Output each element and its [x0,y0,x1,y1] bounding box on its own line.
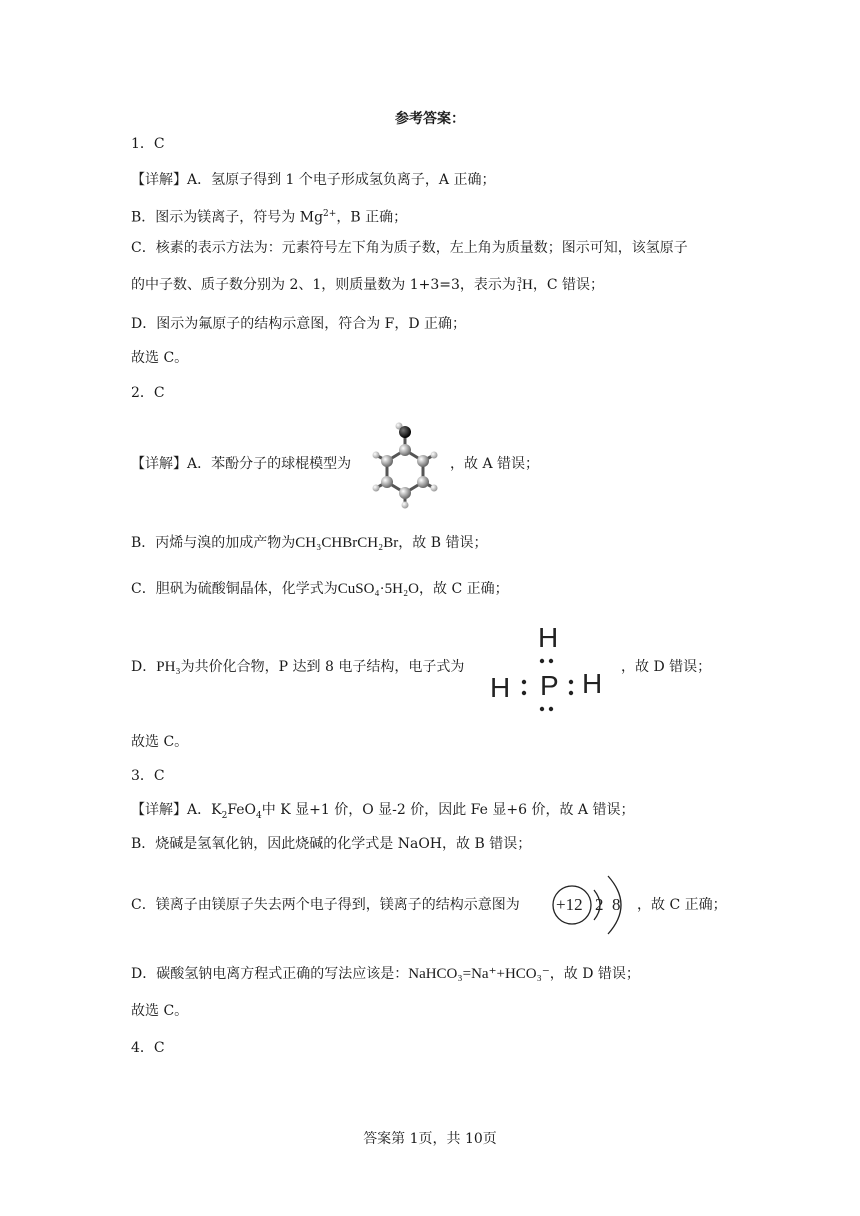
q2-a-pre: 【详解】A．苯酚分子的球棍模型为 [131,456,352,472]
q2-c-pre: C．胆矾为硫酸铜晶体，化学式为 [131,581,338,597]
lewis-h-left: H [490,672,511,703]
q3-d-pre: D．碳酸氢钠电离方程式正确的写法应该是： [131,966,409,982]
lewis-h-right: H [582,668,603,699]
q4-answer-number: 4．C [131,1040,165,1056]
q2-b-pre: B．丙烯与溴的加成产物为 [131,535,296,551]
q3-option-b: B．烧碱是氢氧化钠，因此烧碱的化学式是 NaOH，故 B 错误； [131,836,532,852]
q1-option-a: 【详解】A．氢原子得到 1 个电子形成氢负离子，A 正确； [131,172,496,188]
q1-c-post: ，C 错误； [532,277,605,293]
mg-nucleus-charge: +12 [556,895,583,914]
page-footer: 答案第 1页，共 10页 [363,1131,497,1147]
phenol-ball-stick-model-icon [365,420,445,510]
q1-isotope-proton: 1 [516,284,522,293]
q2-c-post: ，故 C 正确； [419,581,509,597]
page-title: 参考答案： [395,111,465,127]
q2-b-formula: CH₃CHBrCH₂Br [295,535,399,551]
q1-isotope-mass: 3 [516,276,522,285]
q3-a-sub1: 2 [221,810,228,821]
mg-ion-structure-diagram [550,866,630,944]
q1-option-b [131,205,407,227]
q3-option-c [131,896,520,914]
q1-b-pre: B．图示为镁离子，符号为 Mg [131,209,324,226]
lewis-h-top: H [538,622,559,653]
mg-shell-1-count: 2 [595,895,604,914]
q2-option-d [131,658,464,676]
q3-c-pre: C．镁离子由镁原子失去两个电子得到，镁离子的结构示意图为 [131,897,520,913]
mg-shell-2-count: 8 [612,895,621,914]
q2-answer-number: 2．C [131,385,165,401]
q2-a-post: ，故 A 错误； [450,456,540,472]
q2-d-formula: PH₃ [156,659,181,675]
q1-answer-number: 1．C [131,136,165,152]
lewis-p-center: P [540,670,559,701]
q2-option-c [131,580,509,598]
q3-c-post: ，故 C 正确； [637,897,727,913]
q1-isotope-element: H [522,277,533,293]
ph3-electron-dot-formula [488,622,618,714]
q2-d-mid: 为共价化合物，P 达到 8 电子结构，电子式为 [180,659,465,675]
lewis-electron-dots-icon [488,622,618,714]
q3-conclusion: 故选 C。 [131,1003,189,1019]
q3-option-a [131,801,634,825]
q2-d-post: ，故 D 错误； [621,659,712,675]
q1-option-c-line2 [131,276,604,294]
q3-a-post: 中 K 显+1 价，O 显-2 价，因此 Fe 显+6 价，故 A 错误； [261,802,635,818]
q1-b-sup: 2+ [323,209,337,219]
q2-c-formula: CuSO₄·5H₂O [337,581,420,597]
q1-option-c-line1: C．核素的表示方法为：元素符号左下角为质子数，左上角为质量数；图示可知，该氢原子 [131,240,688,256]
q3-option-d [131,965,640,983]
q1-b-post: ，B 正确； [336,209,408,226]
q2-conclusion: 故选 C。 [131,734,189,750]
q3-a-sub2: 4 [256,810,262,821]
q2-d-pre: D． [131,659,157,675]
q3-d-formula: NaHCO₃=Na⁺+HCO₃⁻ [408,966,550,982]
q3-a-mid: FeO [227,802,257,818]
q2-option-b [131,534,487,552]
q1-c-pre: 的中子数、质子数分别为 2、1，则质量数为 1+3=3，表示为 [131,277,516,293]
q3-a-pre: 【详解】A．K [131,802,222,818]
q3-d-post: ，故 D 错误； [549,966,640,982]
q3-answer-number: 3．C [131,768,165,784]
q1-conclusion: 故选 C。 [131,350,189,366]
q2-option-a [131,455,351,473]
q1-option-d: D．图示为氟原子的结构示意图，符合为 F，D 正确； [131,316,467,332]
q2-b-post: ，故 B 错误； [398,535,488,551]
